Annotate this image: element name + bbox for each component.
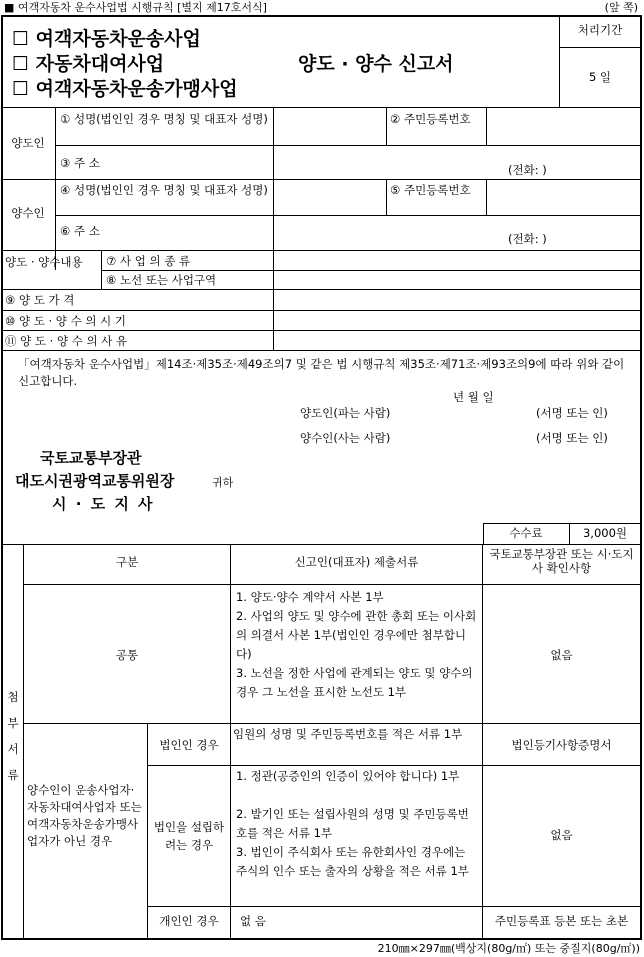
transferor-name-field[interactable] — [275, 109, 385, 143]
option-passenger-transport[interactable]: ☐ 여객자동차운송사업 — [12, 28, 201, 50]
common-doc-2: 2. 사업의 양도 및 양수에 관한 총회 또는 이사회의 의결서 사본 1부(법인인 경우에만 첨부합니다) — [236, 609, 477, 661]
header-bottom — [1, 107, 642, 108]
transferor-name-input-line — [273, 108, 274, 145]
paper-spec: 210㎜×297㎜(백상지(80g/㎡) 또는 중질지(80g/㎡)) — [377, 942, 640, 955]
reason-label: ⑪ 양 도 · 양 수 의 사 유 — [5, 334, 128, 348]
honorific: 귀하 — [212, 476, 234, 489]
common-label: 공통 — [115, 648, 139, 662]
processing-label: 처리기간 — [577, 23, 623, 37]
common-doc-3: 3. 노선을 정한 사업에 관계되는 양도 및 양수의 경우 그 노선을 표시한 노선도 1부 — [236, 666, 473, 699]
transferor-sign-hint[interactable]: (서명 또는 인) — [536, 406, 608, 420]
common-bottom — [23, 723, 641, 724]
transferor-name-label: ① 성명(법인인 경우 명칭 및 대표자 성명) — [60, 112, 268, 126]
individual-doc: 없 음 — [240, 914, 266, 928]
price-label: ⑨ 양 도 가 격 — [5, 293, 75, 307]
transferor-rrn-label: ② 주민등록번호 — [390, 112, 471, 126]
transferee-address-input-line — [273, 215, 274, 250]
newcorp-confirm: 없음 — [550, 828, 573, 842]
page-side: (앞 쪽) — [604, 1, 638, 14]
individual-confirm: 주민등록표 등본 또는 초본 — [494, 914, 629, 928]
individual-label: 개인인 경우 — [159, 914, 219, 928]
col-confirm: 국토교통부장관 또는 시·도지사 확인사항 — [489, 547, 634, 576]
transferor-phone: (전화: ) — [508, 163, 547, 177]
business-type-label: ⑦ 사 업 의 종 류 — [106, 254, 191, 268]
period-label: ⑩ 양 도 · 양 수 의 시 기 — [5, 314, 126, 328]
newcorp-doc-1: 1. 정관(공증인의 인증이 있어야 합니다) 1부 — [236, 769, 460, 783]
recipient-metro-commission: 대도시권광역교통위원장 — [15, 472, 175, 490]
transferor-rrn-input-line — [486, 108, 487, 145]
transferee-section: 양수인 — [11, 206, 45, 220]
recipient-governor: 시 · 도 지 사 — [52, 495, 155, 513]
declaration-top — [1, 350, 642, 351]
transferor-address-label: ③ 주 소 — [60, 156, 100, 170]
newcorp-bottom — [147, 906, 641, 907]
attach-side-2: 부 — [7, 716, 19, 730]
transferee-phone: (전화: ) — [508, 232, 547, 246]
fee-top — [483, 523, 641, 524]
transferor-rrn-line — [386, 108, 387, 145]
period-field[interactable] — [275, 311, 639, 330]
transferee-address-label: ⑥ 주 소 — [60, 224, 100, 238]
attach-side-1: 첨 — [7, 690, 19, 704]
transferee-address-field[interactable] — [275, 216, 639, 249]
business-type-field[interactable] — [275, 252, 639, 269]
option-franchise-transport[interactable]: ☐ 여객자동차운송가맹사업 — [12, 78, 238, 100]
transferor-section: 양도인 — [11, 136, 45, 150]
fee-value: 3,000원 — [582, 526, 628, 540]
reason-field[interactable] — [275, 331, 639, 350]
frame-bottom — [1, 938, 642, 940]
transferor-sign-label: 양도인(파는 사람) — [300, 406, 391, 420]
frame-top — [1, 15, 642, 17]
attach-side-3: 서 — [7, 742, 19, 756]
transferee-name-label: ④ 성명(법인인 경우 명칭 및 대표자 성명) — [60, 183, 268, 197]
non-operator-label: 양수인이 운송사업자·자동차대여사업자 또는 여객자동차운송가맹사업자가 아닌 경우 — [27, 783, 142, 848]
processing-divider — [559, 47, 641, 48]
attach-side-4: 류 — [7, 768, 19, 782]
col-submit: 신고인(대표자) 제출서류 — [294, 555, 419, 569]
transferee-rrn-label: ⑤ 주민등록번호 — [390, 183, 471, 197]
form-title: 양도 · 양수 신고서 — [298, 53, 454, 75]
transferee-rrn-field[interactable] — [488, 181, 638, 213]
price-field[interactable] — [275, 290, 639, 309]
transferor-rrn-field[interactable] — [488, 109, 638, 143]
newcorp-doc-2: 2. 발기인 또는 설립사원의 성명 및 주민등록번호를 적은 서류 1부 — [236, 807, 469, 840]
recipient-minister: 국토교통부장관 — [40, 449, 142, 467]
transferee-sign-hint[interactable]: (서명 또는 인) — [536, 431, 608, 445]
transferee-bottom — [1, 250, 642, 251]
transferee-rrn-input-line — [486, 180, 487, 215]
common-doc-1: 1. 양도·양수 계약서 사본 1부 — [236, 590, 384, 604]
transferor-address-input-line — [273, 145, 274, 179]
attachments-top — [1, 544, 642, 545]
corp-bottom — [147, 765, 641, 766]
corp-label: 법인인 경우 — [159, 738, 219, 752]
content-input-line — [273, 251, 274, 351]
corp-confirm: 법인등기사항증명서 — [511, 738, 612, 752]
transferee-sign-label: 양수인(사는 사람) — [300, 431, 391, 445]
route-field[interactable] — [275, 271, 639, 288]
attach-side-line — [23, 544, 24, 939]
transferor-bottom — [1, 179, 642, 180]
fee-label: 수수료 — [509, 526, 543, 540]
common-confirm: 없음 — [550, 648, 573, 662]
transferee-name-field[interactable] — [275, 181, 385, 213]
transferor-address-field[interactable] — [275, 146, 639, 178]
route-label: ⑧ 노선 또는 사업구역 — [106, 273, 217, 287]
frame-right — [640, 15, 642, 940]
law-title: ■ 여객자동차 운수사업법 시행규칙 [별지 제17호서식] — [4, 1, 267, 14]
attach-col-submit — [230, 544, 231, 939]
newcorp-doc-3: 3. 법인이 주식회사 또는 유한회사인 경우에는 주식의 인수 또는 출자의 상황을 적은 서류 1부 — [236, 845, 469, 878]
corp-doc: 임원의 성명 및 주민등록번호를 적은 서류 1부 — [233, 727, 463, 741]
attach-header-bottom — [23, 584, 641, 585]
section-col-line — [55, 108, 56, 270]
declaration-date[interactable]: 년 월 일 — [453, 390, 494, 404]
frame-left — [1, 15, 3, 940]
newcorp-label: 법인을 설립하려는 경우 — [153, 820, 225, 852]
option-car-rental[interactable]: ☐ 자동차대여사업 — [12, 53, 165, 75]
col-category: 구분 — [115, 555, 139, 569]
processing-value: 5 일 — [588, 70, 612, 84]
transferee-name-input-line — [273, 180, 274, 215]
transferee-rrn-line — [386, 180, 387, 215]
declaration-text: 「여객자동차 운수사업법」제14조·제35조·제49조의7 및 같은 법 시행규칙 제35조·제71조·제93조의9에 따라 위와 같이 신고합니다. — [18, 357, 625, 388]
content-section: 양도 · 양수내용 — [5, 255, 83, 269]
